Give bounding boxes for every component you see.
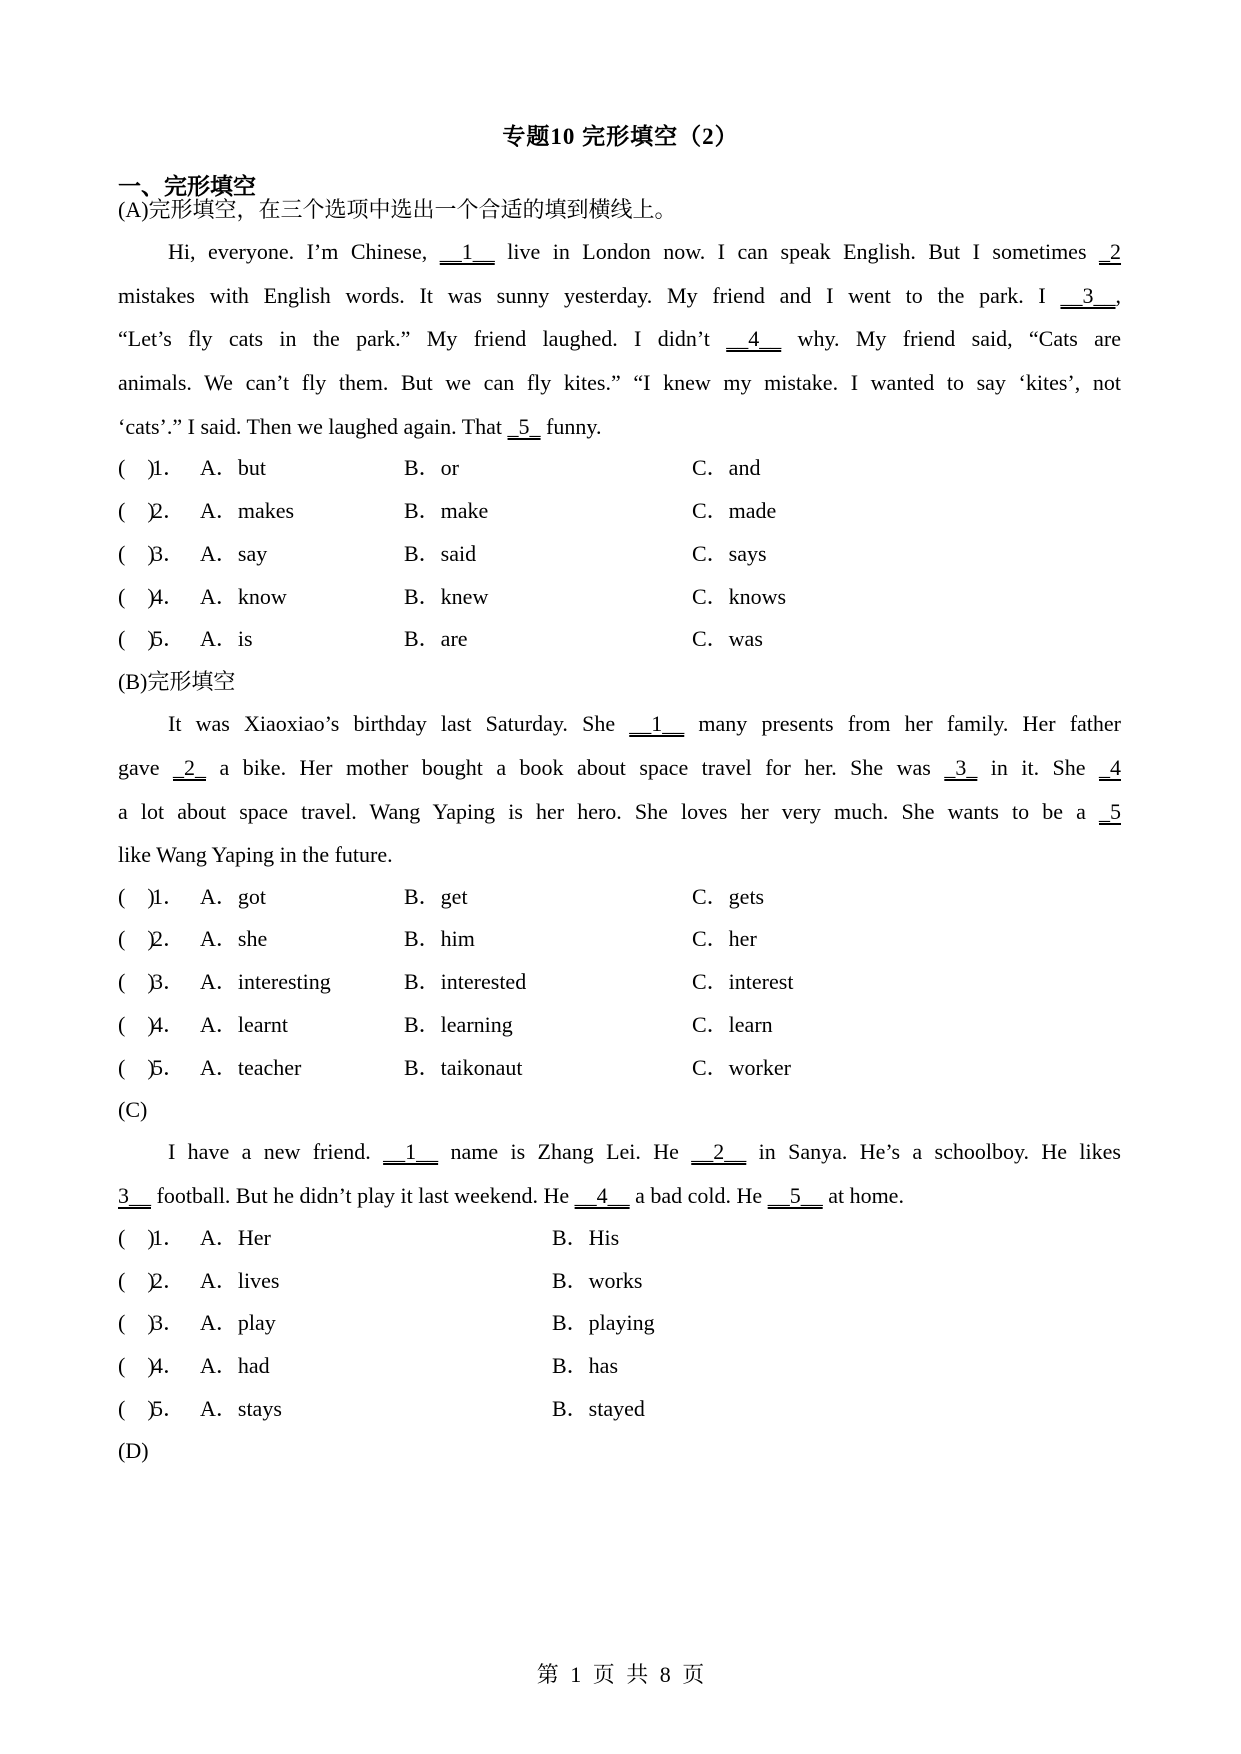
answer-paren[interactable]: ( ) [118, 1012, 155, 1037]
answer-paren[interactable]: ( ) [118, 455, 155, 480]
question-row: ( ) 4． A．know B．knew C．knows [118, 584, 787, 609]
answer-paren[interactable]: ( ) [118, 1310, 155, 1335]
blank: _4 [1099, 755, 1121, 780]
option-b: B．or [404, 455, 460, 480]
option-a: A．learnt [200, 1012, 288, 1037]
option-c: C．says [692, 541, 767, 566]
part-b-passage-line: It was Xiaoxiao’s birthday last Saturday. She __1__ many presents from her family. Her father [168, 711, 1121, 736]
answer-paren[interactable]: ( ) [118, 1396, 155, 1421]
question-row: ( ) 5． A．teacher B．taikonaut C．worker [118, 1055, 791, 1080]
answer-paren[interactable]: ( ) [118, 498, 155, 523]
option-b: B．said [404, 541, 477, 566]
option-b: B．knew [404, 584, 489, 609]
question-row: ( ) 1． A．got B．get C．gets [118, 884, 765, 909]
part-b-instruction: (B)完形填空 [118, 669, 236, 694]
part-a-instruction: (A)完形填空，在三个选项中选出一个合适的填到横线上。 [118, 197, 677, 222]
question-row: ( ) 5． A．is B．are C．was [118, 626, 763, 651]
option-c: C．and [692, 455, 761, 480]
question-row: ( ) 1． A．Her B．His [118, 1225, 620, 1250]
option-c: C．learn [692, 1012, 773, 1037]
part-a-passage-line: “Let’s fly cats in the park.” My friend laughed. I didn’t __4__ why. My friend said, “Cats are [118, 326, 1121, 351]
question-row: ( ) 3． A．say B．said C．says [118, 541, 767, 566]
blank: _3_ [944, 755, 978, 780]
option-a: A．had [200, 1353, 270, 1378]
answer-paren[interactable]: ( ) [118, 1268, 155, 1293]
option-c: C．knows [692, 584, 787, 609]
option-c: C．worker [692, 1055, 791, 1080]
answer-paren[interactable]: ( ) [118, 1055, 155, 1080]
option-a: A．know [200, 584, 287, 609]
blank: __2__ [691, 1139, 747, 1164]
answer-paren[interactable]: ( ) [118, 626, 155, 651]
option-a: A．say [200, 541, 268, 566]
option-a: A．but [200, 455, 267, 480]
blank: 3__ [118, 1183, 151, 1208]
part-a-passage-line: animals. We can’t fly them. But we can fly kites.” “I knew my mistake. I wanted to say ‘kites’, not [118, 370, 1121, 395]
option-a: A．stays [200, 1396, 282, 1421]
option-b: B．taikonaut [404, 1055, 523, 1080]
option-b: B．get [404, 884, 468, 909]
option-c: C．gets [692, 884, 765, 909]
answer-paren[interactable]: ( ) [118, 926, 155, 951]
option-b: B．learning [404, 1012, 513, 1037]
part-d-instruction: (D) [118, 1438, 149, 1463]
option-b: B．are [404, 626, 468, 651]
option-b: B．stayed [552, 1396, 645, 1421]
option-a: A．play [200, 1310, 276, 1335]
answer-paren[interactable]: ( ) [118, 1353, 155, 1378]
blank: _2 [1099, 239, 1122, 264]
question-row: ( ) 2． A．makes B．make C．made [118, 498, 777, 523]
option-a: A．teacher [200, 1055, 302, 1080]
blank: _5 [1099, 799, 1121, 824]
blank: __4__ [574, 1183, 630, 1208]
part-c-instruction: (C) [118, 1097, 148, 1122]
option-b: B．him [404, 926, 475, 951]
part-a-passage-line: ‘cats’.” I said. Then we laughed again. That _5_ funny. [118, 414, 602, 439]
option-a: A．interesting [200, 969, 331, 994]
blank: _5_ [507, 414, 541, 439]
part-a-passage-line: Hi, everyone. I’m Chinese, __1__ live in London now. I can speak English. But I sometimes _2 [168, 239, 1122, 264]
option-a: A．is [200, 626, 253, 651]
option-b: B．works [552, 1268, 643, 1293]
section-heading: 一、完形填空 [118, 174, 256, 200]
part-b-passage-line: a lot about space travel. Wang Yaping is her hero. She loves her very much. She wants to be a _5 [118, 799, 1121, 824]
option-b: B．interested [404, 969, 527, 994]
page-footer: 第 1 页 共 8 页 [536, 1662, 705, 1687]
part-b-passage-line: gave _2_ a bike. Her mother bought a book about space travel for her. She was _3_ in it. She _4 [118, 755, 1121, 780]
option-b: B．playing [552, 1310, 655, 1335]
question-row: ( ) 4． A．had B．has [118, 1353, 619, 1378]
option-a: A．got [200, 884, 267, 909]
question-row: ( ) 4． A．learnt B．learning C．learn [118, 1012, 773, 1037]
option-a: A．lives [200, 1268, 280, 1293]
option-c: C．made [692, 498, 777, 523]
option-c: C．was [692, 626, 763, 651]
option-b: B．His [552, 1225, 620, 1250]
part-a-passage-line: mistakes with English words. It was sunny yesterday. My friend and I went to the park. I __3__, [118, 283, 1121, 308]
blank: __4__ [726, 326, 782, 351]
question-row: ( ) 2． A．lives B．works [118, 1268, 643, 1293]
answer-paren[interactable]: ( ) [118, 541, 155, 566]
blank: __1__ [439, 239, 495, 264]
blank: __3__ [1060, 283, 1116, 308]
question-row: ( ) 1． A．but B．or C．and [118, 455, 761, 480]
blank: __1__ [629, 711, 685, 736]
option-b: B．make [404, 498, 489, 523]
page-title: 专题10 完形填空（2） [502, 124, 739, 149]
option-b: B．has [552, 1353, 619, 1378]
part-c-passage-line: 3__ football. But he didn’t play it last weekend. He __4__ a bad cold. He __5__ at home. [118, 1183, 904, 1208]
answer-paren[interactable]: ( ) [118, 1225, 155, 1250]
blank: __1__ [383, 1139, 439, 1164]
answer-paren[interactable]: ( ) [118, 884, 155, 909]
question-row: ( ) 5． A．stays B．stayed [118, 1396, 645, 1421]
option-a: A．Her [200, 1225, 271, 1250]
blank: __5__ [767, 1183, 823, 1208]
option-a: A．makes [200, 498, 295, 523]
question-row: ( ) 3． A．play B．playing [118, 1310, 655, 1335]
option-c: C．her [692, 926, 757, 951]
answer-paren[interactable]: ( ) [118, 584, 155, 609]
blank: _2_ [173, 755, 206, 780]
question-row: ( ) 2． A．she B．him C．her [118, 926, 757, 951]
part-b-passage-line: like Wang Yaping in the future. [118, 842, 393, 867]
option-a: A．she [200, 926, 268, 951]
part-c-passage-line: I have a new friend. __1__ name is Zhang Lei. He __2__ in Sanya. He’s a schoolboy. He likes [168, 1139, 1121, 1164]
answer-paren[interactable]: ( ) [118, 969, 155, 994]
option-c: C．interest [692, 969, 794, 994]
question-row: ( ) 3． A．interesting B．interested C．interest [118, 969, 794, 994]
